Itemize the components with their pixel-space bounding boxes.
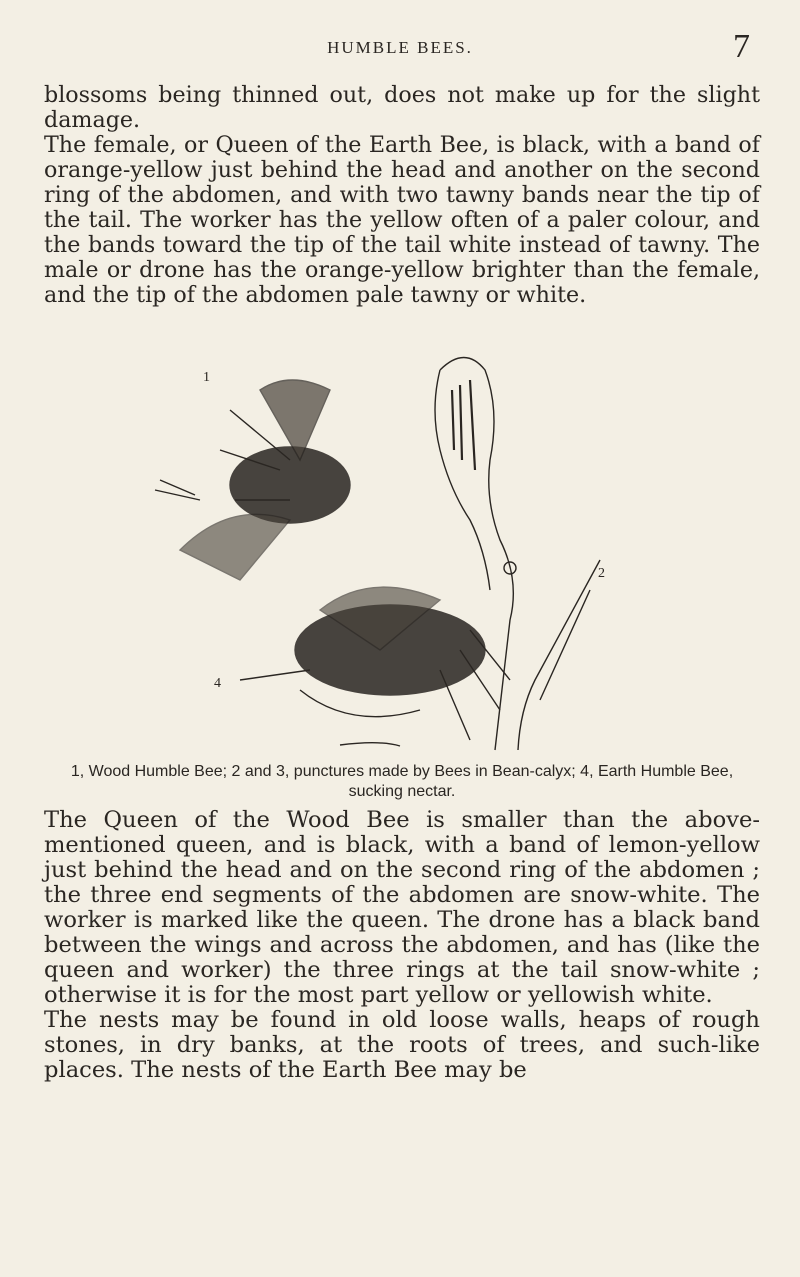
figure-caption: 1, Wood Humble Bee; 2 and 3, punctures made by Bees in Bean-calyx; 4, Earth Humble Bee, sucking nectar. bbox=[70, 763, 734, 800]
paragraph: blossoms being thinned out, does not make up for the slight damage. bbox=[44, 82, 760, 133]
bee-engraving bbox=[140, 350, 660, 760]
page-header bbox=[0, 28, 800, 68]
page-number: 7 bbox=[733, 28, 750, 65]
figure-label-1: 1 bbox=[203, 370, 210, 385]
body-text-top bbox=[44, 83, 760, 308]
running-title: HUMBLE BEES. bbox=[327, 38, 473, 57]
figure-label-2: 2 bbox=[598, 566, 605, 581]
paragraph: The female, or Queen of the Earth Bee, is black, with a band of orange-yellow just behind the head and another on the second ring of the abdomen, and with two tawny bands near the tip of the tail. The worker has the yellow often of a paler colour, and the bands toward the tip of the tail white instead of tawny. The male or drone has the orange-yellow brighter than the female, and the tip of the abdomen pale tawny or white. bbox=[44, 132, 760, 308]
paragraph: The nests may be found in old loose walls, heaps of rough stones, in dry banks, at the roots of trees, and such-like places. The nests of the Earth Bee may be bbox=[44, 1007, 760, 1083]
bee-illustration bbox=[140, 350, 660, 760]
paragraph: The Queen of the Wood Bee is smaller than the above-mentioned queen, and is black, with a band of lemon-yellow just behind the head and on the second ring of the abdomen ; the three end segments of the abdomen are snow-white. The worker is marked like the queen. The drone has a black band between the wings and across the abdomen, and has (like the queen and worker) the three rings at the tail snow-white ; otherwise it is for the most part yellow or yellowish white. bbox=[44, 807, 760, 1008]
body-text-bottom bbox=[44, 808, 760, 1083]
figure-label-4: 4 bbox=[214, 676, 221, 691]
